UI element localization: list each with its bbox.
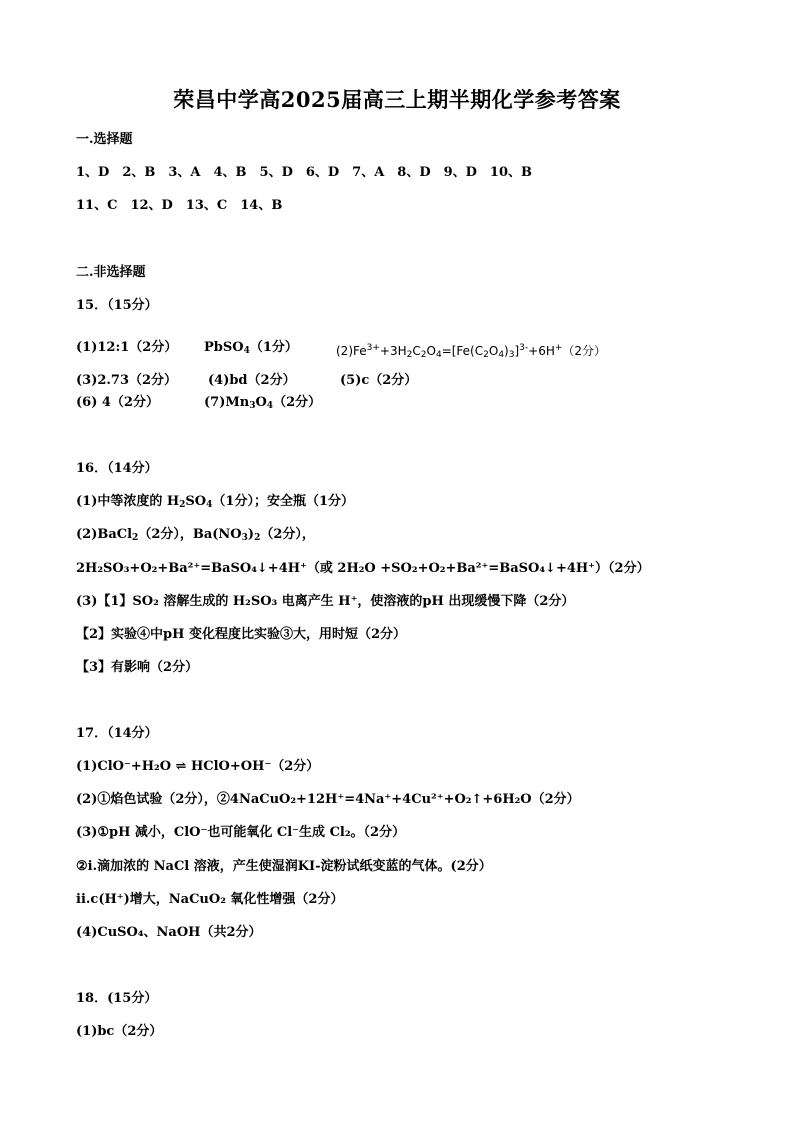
- q15-answer-6: (6) 4（2分）: [76, 395, 159, 410]
- q17-answer-2: (2)①焰色试验（2分），②4NaCuO₂+12H⁺=4Na⁺+4Cu²⁺+O₂↑+6H₂O（2分）: [76, 792, 580, 807]
- q17-answer-4: (4)CuSO₄、NaOH（共2分）: [76, 925, 262, 940]
- mc-answers-row1: 1、D 2、B 3、A 4、B 5、D 6、D 7、A 8、D 9、D 10、B: [76, 165, 533, 180]
- q18-heading: 18．(15分）: [76, 991, 158, 1006]
- page-title: 荣昌中学高2025届高三上期半期化学参考答案: [173, 87, 621, 112]
- section1-heading: 一.选择题: [76, 132, 133, 147]
- section2-heading: 二.非选择题: [76, 265, 146, 280]
- q15-row1: [76, 340, 716, 358]
- q15-row2: [76, 373, 716, 391]
- q16-answer-3b: 【2】实验④中pH 变化程度比实验③大，用时短（2分）: [76, 627, 406, 642]
- q15-answer-5: (5)c（2分）: [340, 373, 418, 388]
- q15-answer-3: (3)2.73（2分）: [76, 373, 178, 388]
- q17-answer-1: (1)ClO⁻+H₂O ⇌ HClO+OH⁻（2分）: [76, 759, 320, 774]
- q18-answer-1: (1)bc（2分）: [76, 1024, 163, 1039]
- q15-answer-1: (1)12:1（2分）: [76, 340, 178, 355]
- q15-answer-4: (4)bd（2分）: [208, 373, 296, 388]
- mc-answers-row2: 11、C 12、D 13、C 14、B: [76, 198, 283, 213]
- q16-answer-3c: 【3】有影响（2分）: [76, 660, 199, 675]
- q15-heading: 15．（15分）: [76, 298, 158, 313]
- q15-answer-7: $(7)Mn_3O_4(2$分）: [204, 395, 322, 411]
- q16-answer-1: (1)中等浓度的 $H_2SO_4(1$分）；安全瓶（1分）: [76, 494, 354, 510]
- q16-answer-2: (2)BaCl$_2$（2分），$Ba(NO_3)_2(2$分），: [76, 527, 315, 543]
- q16-heading: 16．（14分）: [76, 461, 158, 476]
- q16-equation: 2H₂SO₃+O₂+Ba²⁺=BaSO₄↓+4H⁺（或 2H₂O +SO₂+O₂+Ba²⁺=BaSO₄↓+4H⁺）（2分）: [76, 561, 650, 576]
- q16-answer-3: (3)【1】SO₂ 溶解生成的 H₂SO₃ 电离产生 H⁺，使溶液的pH 出现缓慢下降（2分）: [76, 594, 575, 609]
- q17-answer-3: (3)①pH 减小，ClO⁻也可能氧化 Cl⁻生成 Cl₂。（2分）: [76, 825, 406, 840]
- q15-answer-1b: PbSO$_4$（1分）: [204, 340, 298, 356]
- q15-answer-2: $(2)Fe^{3+}+3H_2C_2O_4=[Fe(C_2O_4)_3]^{3-}+6H^+(2$分）: [336, 343, 607, 360]
- q15-row3: [76, 395, 716, 413]
- q17-answer-3b: ②i.滴加浓的 NaCl 溶液，产生使湿润KI-淀粉试纸变蓝的气体。(2分）: [76, 859, 492, 874]
- q17-answer-3c: ii.c(H⁺)增大，NaCuO₂ 氧化性增强（2分）: [76, 892, 344, 907]
- q17-heading: 17．（14分）: [76, 726, 158, 741]
